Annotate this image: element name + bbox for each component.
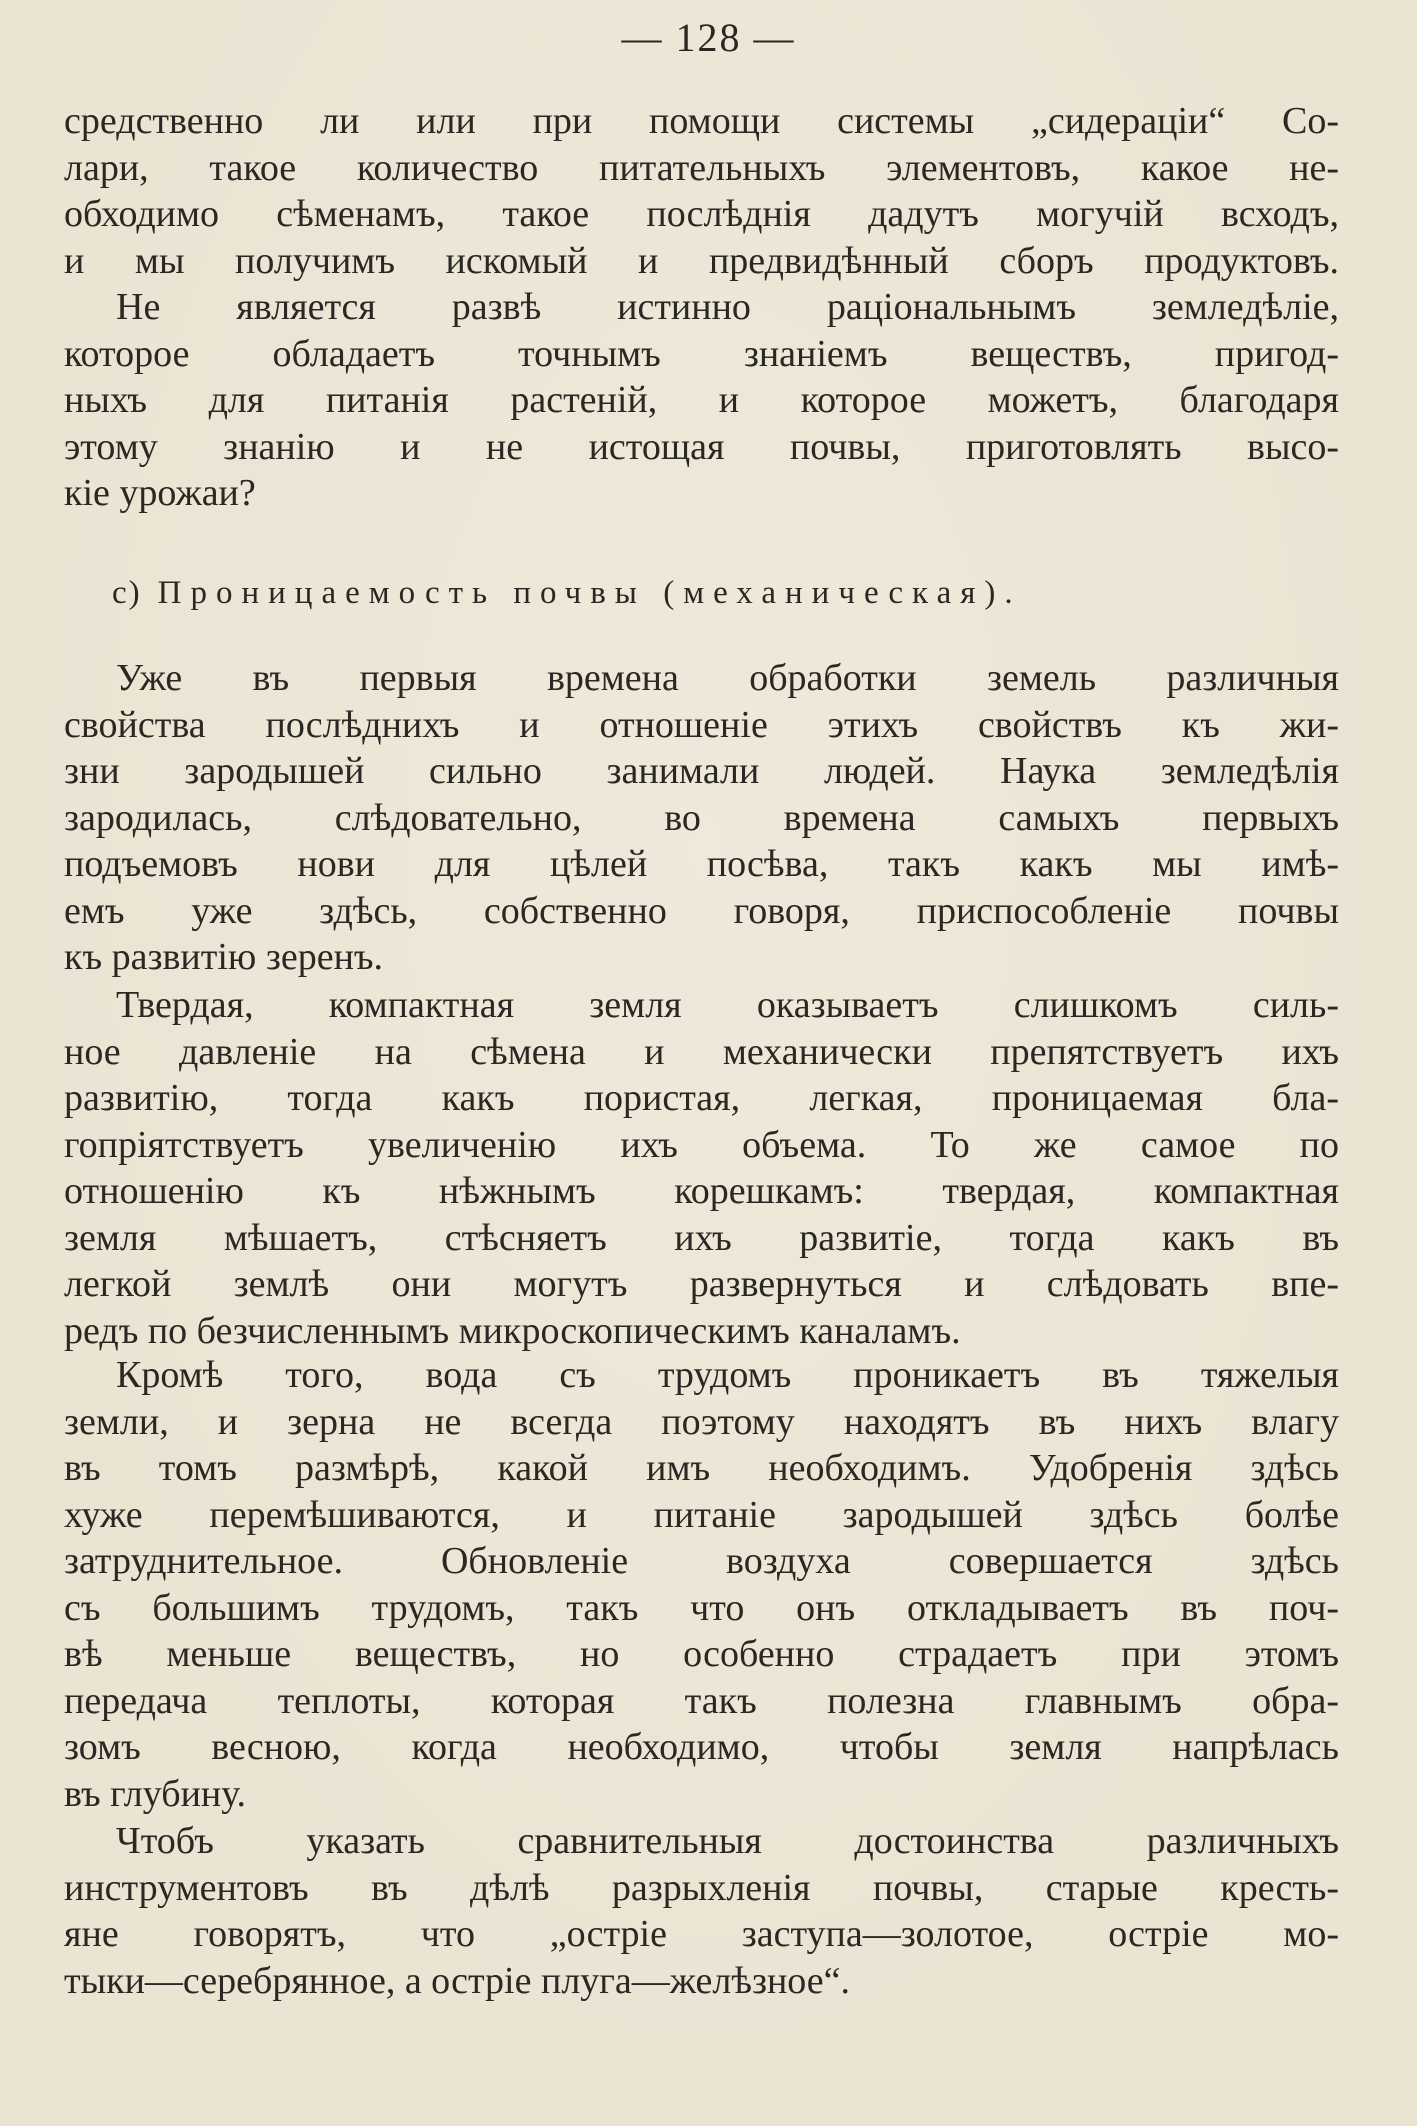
text-line: инструментовъ въ дѣлѣ разрыхленія почвы, старые кресть- (64, 1866, 1339, 1909)
text-line: вѣ меньше веществъ, но особенно страдаетъ при этомъ (64, 1633, 1339, 1675)
text-line: съ большимъ трудомъ, такъ что онъ откладываетъ въ поч- (64, 1586, 1339, 1629)
paragraph-rational-agriculture (64, 284, 1339, 517)
text-line: ныхъ для питанія растеній, и которое можетъ, благодаря (64, 379, 1339, 421)
text-line: редъ по безчисленнымъ микроскопическимъ каналамъ. (64, 1309, 961, 1352)
text-line: кіе урожаи? (64, 472, 256, 514)
text-line: Кромѣ того, вода съ трудомъ проникаетъ въ тяжелыя (116, 1354, 1339, 1396)
text-line: зомъ весною, когда необходимо, чтобы земля напрѣлась (64, 1726, 1339, 1768)
text-line: Уже въ первыя времена обработки земель различныя (116, 657, 1339, 699)
text-line: зародилась, слѣдовательно, во времена самыхъ первыхъ (64, 796, 1339, 839)
paragraph-first-times (64, 655, 1339, 981)
text-line: свойства послѣднихъ и отношеніе этихъ свойствъ къ жи- (64, 703, 1339, 746)
text-line: хуже перемѣшиваются, и питаніе зародышей здѣсь болѣе (64, 1493, 1339, 1536)
text-line: затруднительное. Обновленіе воздуха совершается здѣсь (64, 1540, 1339, 1582)
text-line: земля мѣшаетъ, стѣсняетъ ихъ развитіе, тогда какъ въ (64, 1216, 1339, 1259)
text-line: обходимо сѣменамъ, такое послѣднія дадутъ могучій всходъ, (64, 193, 1339, 235)
text-line: подъемовъ нови для цѣлей посѣва, такъ какъ мы имѣ- (64, 843, 1339, 885)
section-heading-text: Проницаемость почвы (механическая). (157, 575, 1022, 611)
text-line: зни зародышей сильно занимали людей. Наука земледѣлія (64, 750, 1339, 792)
paragraph-hard-soil (64, 982, 1339, 1354)
text-line: къ развитію зеренъ. (64, 936, 384, 978)
text-line: которое обладаетъ точнымъ знаніемъ веществъ, пригод- (64, 332, 1339, 375)
text-line: емъ уже здѣсь, собственно говоря, приспособленіе почвы (64, 889, 1339, 932)
text-line: ное давленіе на сѣмена и механически препятствуетъ ихъ (64, 1030, 1339, 1073)
page-number: — 128 — (621, 15, 796, 60)
text-line: тыки—серебрянное, а остріе плуга—желѣзное“. (64, 1959, 850, 2002)
section-heading-prefix: c) (112, 575, 142, 611)
text-line: гопріятствуетъ увеличенію ихъ объема. То же самое по (64, 1123, 1339, 1166)
text-line: и мы получимъ искомый и предвидѣнный сборъ продуктовъ. (64, 239, 1339, 282)
text-line: отношенію къ нѣжнымъ корешкамъ: твердая, компактная (64, 1170, 1339, 1212)
section-heading (112, 575, 1312, 612)
text-line: Чтобъ указать сравнительныя достоинства различныхъ (116, 1820, 1339, 1862)
text-line: въ томъ размѣрѣ, какой имъ необходимъ. Удобренія здѣсь (64, 1447, 1339, 1489)
text-line: земли, и зерна не всегда поэтому находятъ въ нихъ влагу (64, 1400, 1339, 1443)
text-line: развитію, тогда какъ пористая, легкая, проницаемая бла- (64, 1077, 1339, 1119)
text-line: лари, такое количество питательныхъ элементовъ, какое не- (64, 146, 1339, 189)
paragraph-water (64, 1352, 1339, 1817)
text-line: средственно ли или при помощи системы „сидераціи“ Со- (64, 100, 1339, 142)
paragraph-instruments (64, 1818, 1339, 2004)
text-line: въ глубину. (64, 1772, 246, 1815)
text-line: передача теплоты, которая такъ полезна главнымъ обра- (64, 1679, 1339, 1722)
text-line: Не является развѣ истинно раціональнымъ земледѣліе, (116, 286, 1339, 328)
text-line: этому знанію и не истощая почвы, приготовлять высо- (64, 425, 1339, 468)
text-line: яне говорятъ, что „остріе заступа—золотое, остріе мо- (64, 1913, 1339, 1955)
text-line: Твердая, компактная земля оказываетъ слишкомъ силь- (116, 984, 1339, 1026)
text-line: легкой землѣ они могутъ развернуться и слѣдовать впе- (64, 1263, 1339, 1305)
paragraph-continuation (64, 98, 1339, 284)
